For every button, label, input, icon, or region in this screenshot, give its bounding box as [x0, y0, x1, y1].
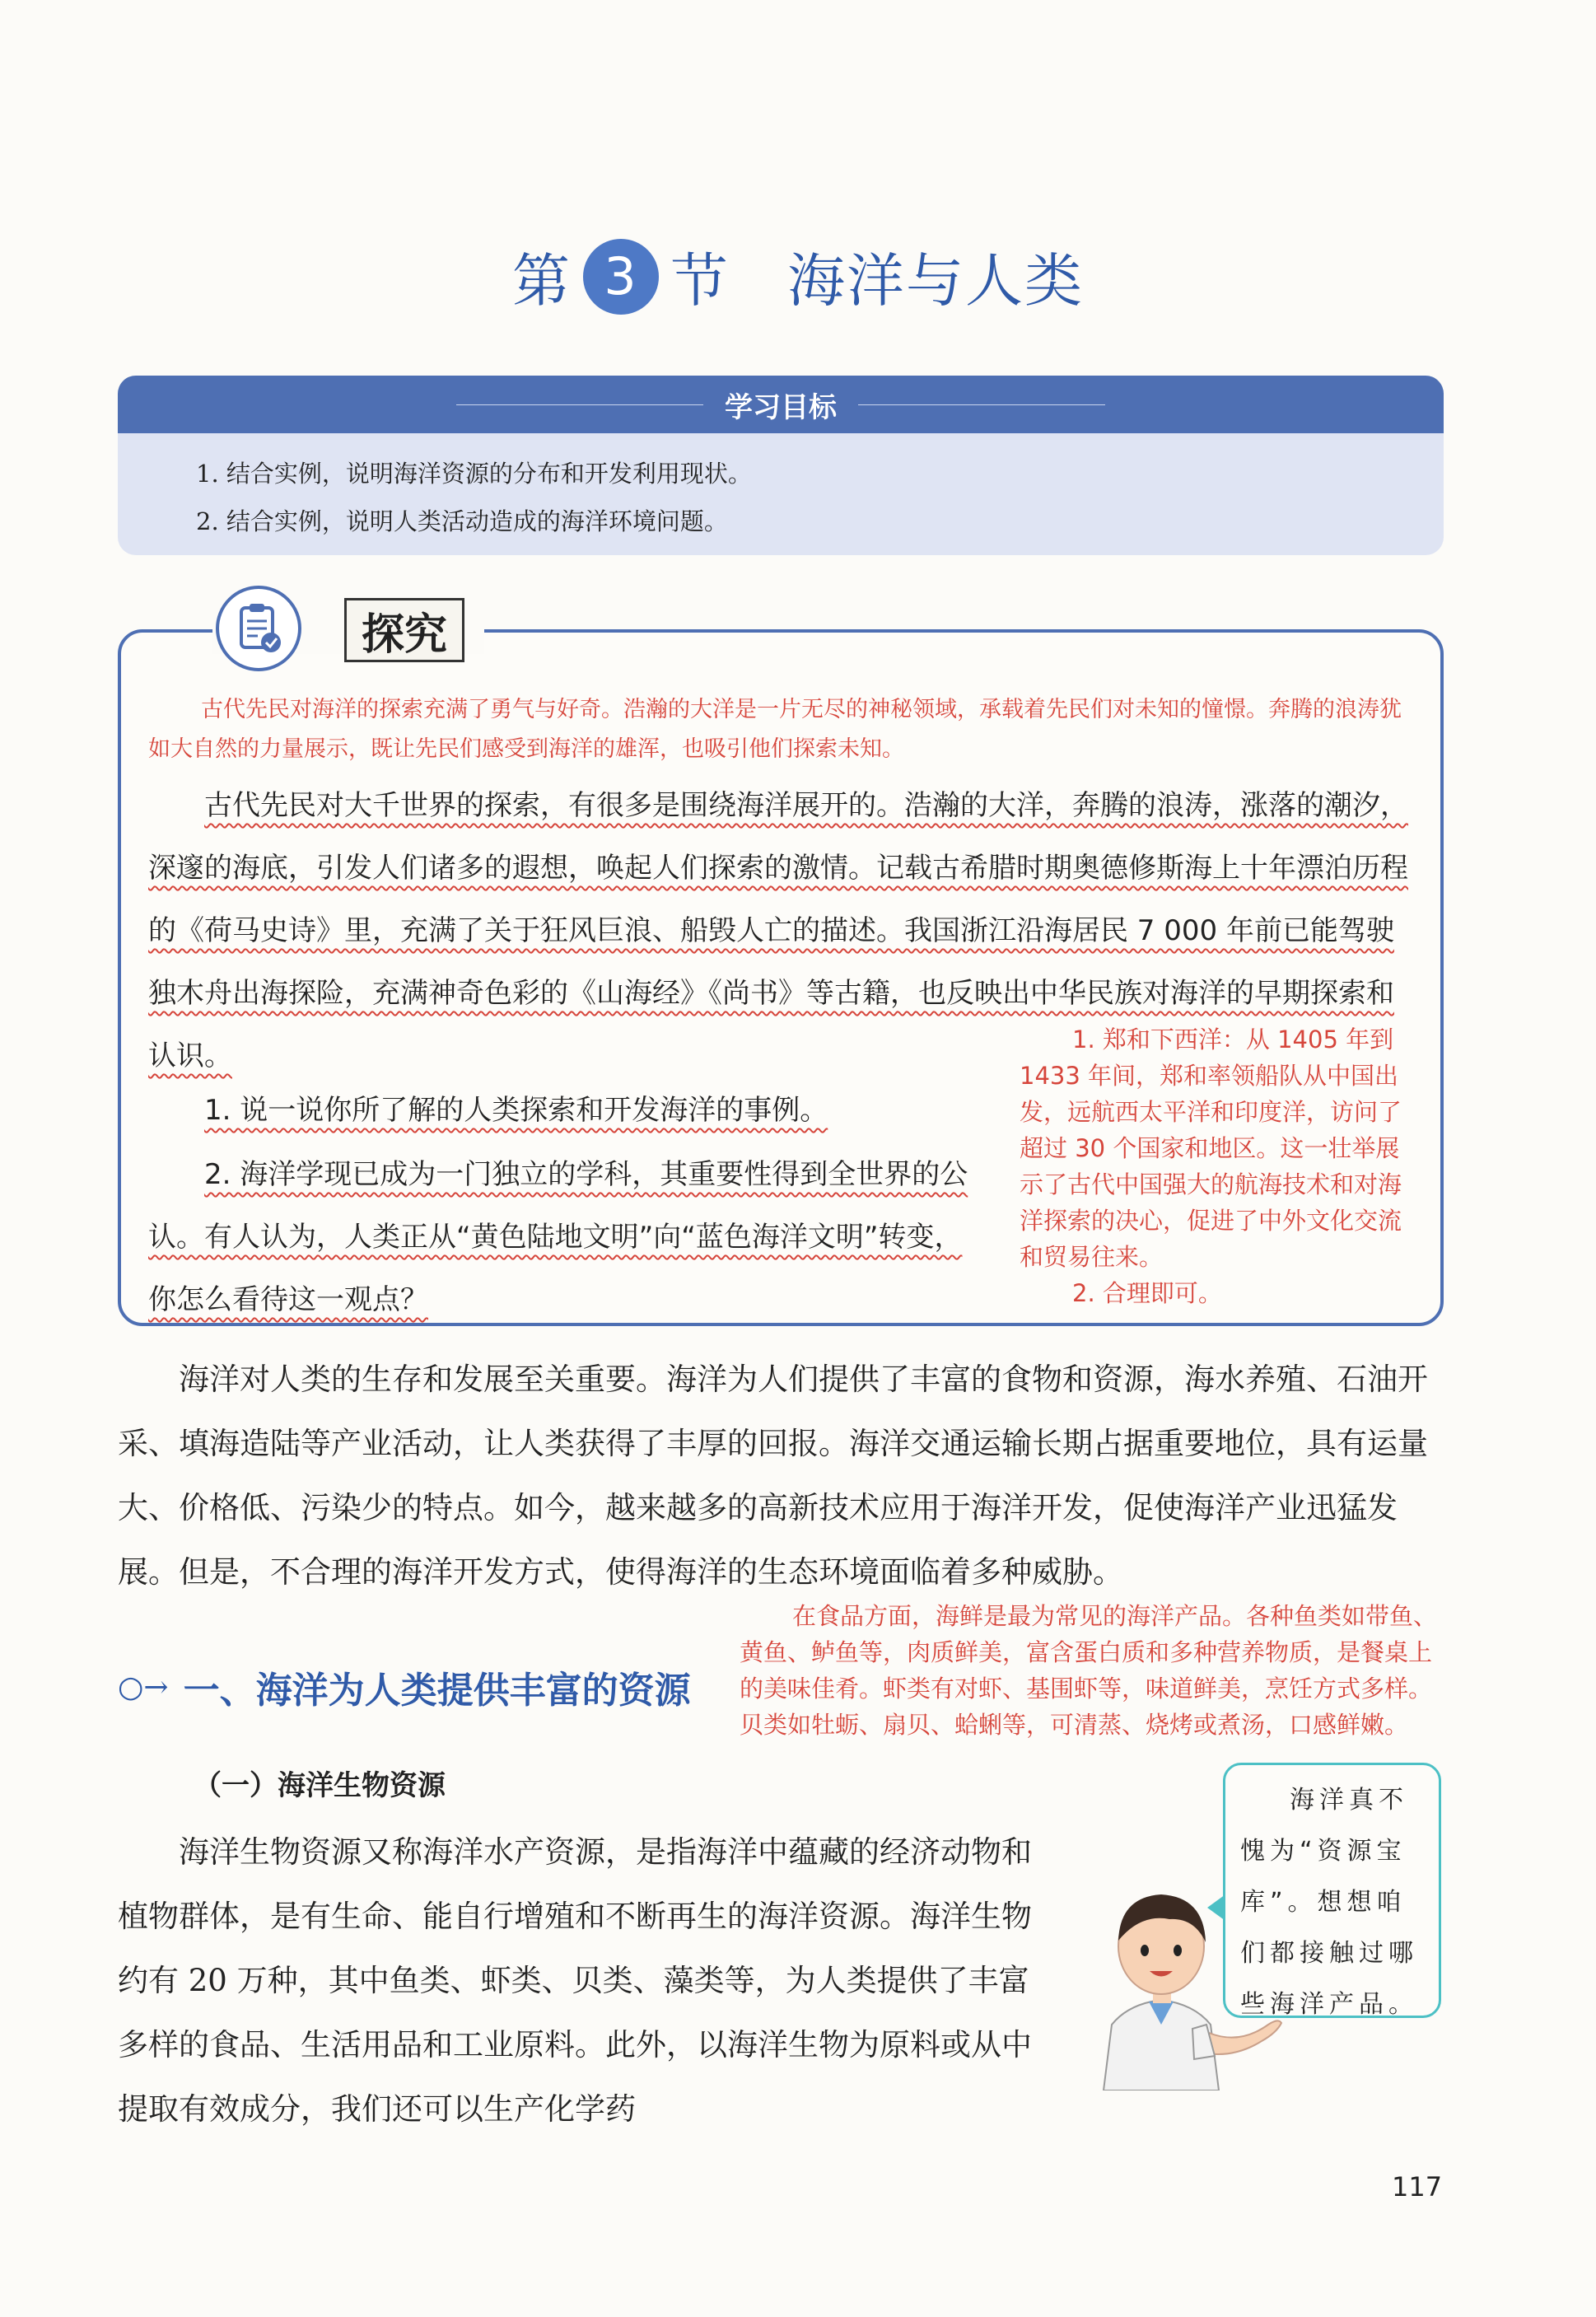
speech-bubble: 海洋真不愧为“资源宝库”。想想咱们都接触过哪些海洋产品。	[1223, 1763, 1441, 2018]
subsection-heading: （一）海洋生物资源	[194, 1769, 446, 1802]
section-number-badge: 3	[583, 239, 659, 315]
section-heading-text: 一、海洋为人类提供丰富的资源	[183, 1670, 691, 1712]
inquiry-answer-2: 2. 合理即可。	[1072, 1279, 1222, 1307]
inquiry-label: 探究	[344, 598, 464, 662]
page-title	[0, 235, 1596, 318]
boy-illustration	[1071, 1868, 1285, 2090]
title-suffix: 节	[670, 247, 730, 315]
main-paragraph: 海洋对人类的生存和发展至关重要。海洋为人们提供了丰富的食物和资源，海水养殖、石油开采、填海造陆等产业活动，让人类获得了丰厚的回报。海洋交通运输长期占据重要地位，具有运量大、价格低、污染少的特点。如今，越来越多的高新技术应用于海洋开发，促使海洋产业迅猛发展。但是，不合理的海洋开发方式，使得海洋的生态环境面临着多种威胁。	[118, 1362, 1428, 1590]
objectives-header	[118, 376, 1444, 433]
inquiry-question-1: 1. 说一说你所了解的人类探索和开发海洋的事例。	[204, 1094, 828, 1127]
bio-resources-paragraph: 海洋生物资源又称海洋水产资源，是指海洋中蕴藏的经济动物和植物群体，是有生命、能自行增殖和不断再生的海洋资源。海洋生物约有 20 万种，其中鱼类、虾类、贝类、藻类等，为人类提供了丰富多样的食品、生活用品和工业原料。此外，以海洋生物为原料或从中提取有效成分，我们还可以生产化学药	[118, 1834, 1032, 2127]
clipboard-check-icon	[216, 586, 301, 671]
objective-item: 2. 结合实例，说明人类活动造成的海洋环境问题。	[196, 507, 728, 535]
section-heading	[118, 1661, 691, 1713]
page-number: 117	[1392, 2171, 1443, 2203]
learning-objectives-box	[118, 376, 1444, 555]
food-annotation: 在食品方面，海鲜是最为常见的海洋产品。各种鱼类如带鱼、黄鱼、鲈鱼等，肉质鲜美，富含蛋白质和多种营养物质，是餐桌上的美味佳肴。虾类有对虾、基围虾等，味道鲜美，烹饪方式多样。贝类如牡蛎、扇贝、蛤蜊等，可清蒸、烧烤或煮汤，口感鲜嫩。	[740, 1602, 1438, 1739]
title-prefix: 第	[512, 247, 572, 315]
objectives-heading: 学习目标	[725, 390, 837, 424]
inquiry-paragraph: 古代先民对大千世界的探索，有很多是围绕海洋展开的。浩瀚的大洋，奔腾的浪涛，涨落的潮汐，深邃的海底，引发人们诸多的遐想，唤起人们探索的激情。记载古希腊时期奥德修斯海上十年漂泊历程的《荷马史诗》里，充满了关于狂风巨浪、船毁人亡的描述。我国浙江沿海居民 7 000 年前已能驾驶独木舟出海探险，充满神奇色彩的《山海经》《尚书》等古籍，也反映出中华民族对海洋的早期探索和认识。	[148, 789, 1408, 1072]
inquiry-answer-1: 1. 郑和下西洋：从 1405 年到 1433 年间，郑和率领船队从中国出发，远航西太平洋和印度洋，访问了超过 30 个国家和地区。这一壮举展示了古代中国强大的航海技术和对海洋探索的决心，促进了中外文化交流和贸易往来。	[1020, 1025, 1402, 1271]
circle-arrow-icon: ○→	[118, 1670, 169, 1704]
title-name: 海洋与人类	[787, 247, 1084, 315]
inquiry-question-2: 2. 海洋学现已成为一门独立的学科，其重要性得到全世界的公认。有人认为，人类正从“黄色陆地文明”向“蓝色海洋文明”转变，你怎么看待这一观点？	[148, 1158, 968, 1316]
inquiry-annotation: 古代先民对海洋的探索充满了勇气与好奇。浩瀚的大洋是一片无尽的神秘领域，承载着先民们对未知的憧憬。奔腾的浪涛犹如大自然的力量展示，既让先民们感受到海洋的雄浑，也吸引他们探索未知。	[148, 697, 1402, 762]
objective-item: 1. 结合实例，说明海洋资源的分布和开发利用现状。	[196, 460, 752, 488]
objectives-list	[118, 433, 1444, 545]
